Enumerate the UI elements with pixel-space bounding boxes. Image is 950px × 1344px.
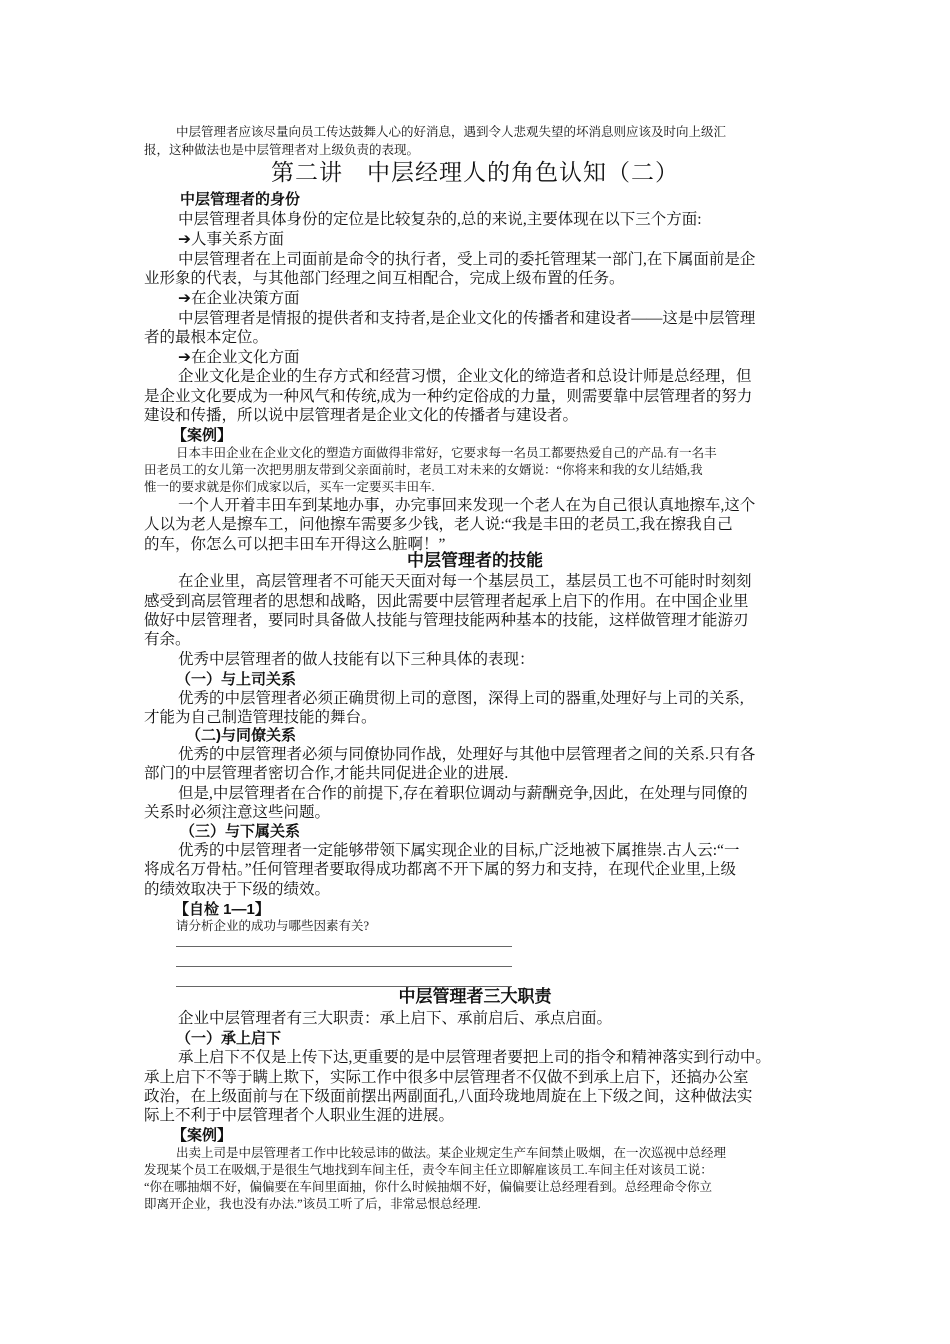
case-label: 【案例】 (172, 427, 233, 444)
selfcheck-question: 请分析企业的成功与哪些因素有关? (176, 919, 370, 933)
section-heading-identity: 中层管理者的身份 (180, 191, 301, 208)
paragraph-line: 政治，在上级面前与在下级面前摆出两副面孔,八面玲珑地周旋在上下级之间，这种做法实 (144, 1088, 753, 1105)
paragraph-line: 有余。 (144, 631, 191, 648)
paragraph-line: 将成名万骨枯。”任何管理者要取得成功都离不开下属的努力和支持，在现代企业里,上级 (144, 861, 737, 878)
case-small-line: 日本丰田企业在企业文化的塑造方面做得非常好，它要求每一名员工都要热爱自己的产品.有一名丰 (176, 446, 717, 460)
paragraph-line: 建设和传播，所以说中层管理者是企业文化的传播者与建设者。 (144, 407, 579, 424)
paragraph-line: 业形象的代表，与其他部门经理之间互相配合，完成上级布置的任务。 (144, 270, 625, 287)
aspect-label-culture: ➔在企业文化方面 (178, 349, 300, 366)
paragraph-line: 在企业里，高层管理者不可能天天面对每一个基层员工，基层员工也不可能时时刻刻 (178, 573, 752, 590)
paragraph-line: 关系时必须注意这些问题。 (144, 804, 331, 821)
paragraph-line: 但是,中层管理者在合作的前提下,存在着职位调动与薪酬竞争,因此，在处理与同僚的 (178, 785, 748, 802)
case-small-line: 田老员工的女儿第一次把男朋友带到父亲面前时，老员工对未来的女婿说：“你将来和我的女儿结婚,我 (144, 463, 703, 477)
paragraph-line: 承上启下不等于瞒上欺下，实际工作中很多中层管理者不仅做不到承上启下，还搞办公室 (144, 1069, 749, 1086)
answer-line[interactable] (176, 966, 512, 967)
paragraph-line: 际上不利于中层管理者个人职业生涯的进展。 (144, 1107, 455, 1124)
paragraph-line: 感受到高层管理者的思想和战略，因此需要中层管理者起承上启下的作用。在中国企业里 (144, 593, 749, 610)
case-small-line: 惟一的要求就是你们成家以后，买车一定要买丰田车. (144, 480, 435, 494)
paragraph-line: 者的最根本定位。 (144, 329, 269, 346)
case-small-line: 出卖上司是中层管理者工作中比较忌讳的做法。某企业规定生产车间禁止吸烟，在一次巡视中总经理 (176, 1146, 727, 1160)
paragraph-line: 是企业文化要成为一种风气和传统,成为一种约定俗成的力量，则需要靠中层管理者的努力 (144, 388, 753, 405)
paragraph-line: 优秀的中层管理者一定能够带领下属实现企业的目标,广泛地被下属推崇.古人云:“一 (178, 842, 740, 859)
case-label: 【案例】 (172, 1127, 233, 1144)
selfcheck-label: 【自检 1—1】 (174, 901, 270, 918)
subheading-peers: （二)与同僚关系 (186, 727, 296, 744)
paragraph-line: 中层管理者是情报的提供者和支持者,是企业文化的传播者和建设者——这是中层管理 (178, 310, 756, 327)
paragraph-line: 部门的中层管理者密切合作,才能共同促进企业的进展. (144, 765, 509, 782)
subheading-link: （一）承上启下 (176, 1030, 282, 1047)
paragraph-line: 做好中层管理者，要同时具备做人技能与管理技能两种基本的技能，这样做管理才能游刃 (144, 612, 749, 629)
case-small-line: 发现某个员工在吸烟,于是很生气地找到车间主任，责令车间主任立即解雇该员工.车间主任对该员工说： (144, 1163, 713, 1177)
intro-line: 报，这种做法也是中层管理者对上级负责的表现。 (144, 143, 420, 157)
subheading-superior: （一）与上司关系 (176, 671, 297, 688)
case-small-line: “你在哪抽烟不好，偏偏要在车间里面抽，你什么时候抽烟不好，偏偏要让总经理看到。总经理命令你立 (144, 1180, 713, 1194)
paragraph-line: 才能为自己制造管理技能的舞台。 (144, 709, 377, 726)
aspect-label-personnel: ➔人事关系方面 (178, 231, 284, 248)
paragraph-line: 的车，你怎么可以把丰田车开得这么脏啊！” (144, 536, 446, 553)
paragraph-line: 企业文化是企业的生存方式和经营习惯，企业文化的缔造者和总设计师是总经理，但 (178, 368, 752, 385)
paragraph-line: 人以为老人是擦车工，问他擦车需要多少钱，老人说:“我是丰田的老员工,我在擦我自己 (144, 516, 733, 533)
subheading-subordinates: （三）与下属关系 (180, 823, 301, 840)
paragraph-line: 的绩效取决于下级的绩效。 (144, 881, 331, 898)
intro-line: 中层管理者应该尽量向员工传达鼓舞人心的好消息，遇到令人悲观失望的坏消息则应该及时向上级汇 (176, 125, 727, 139)
paragraph-line: 优秀的中层管理者必须与同僚协同作战，处理好与其他中层管理者之间的关系.只有各 (178, 746, 756, 763)
paragraph-line: 优秀的中层管理者必须正确贯彻上司的意图，深得上司的器重,处理好与上司的关系, (178, 690, 744, 707)
section-heading-skills: 中层管理者的技能 (407, 551, 543, 570)
section-heading-duties: 中层管理者三大职责 (398, 987, 552, 1006)
case-small-line: 即离开企业，我也没有办法.”该员工听了后，非常忌恨总经理. (144, 1197, 481, 1211)
aspect-label-decision: ➔在企业决策方面 (178, 290, 300, 307)
paragraph-line: 中层管理者具体身份的定位是比较复杂的,总的来说,主要体现在以下三个方面: (178, 211, 702, 228)
paragraph-line: 一个人开着丰田车到某地办事，办完事回来发现一个老人在为自己很认真地擦车,这个 (178, 497, 756, 514)
lecture-title: 第二讲 中层经理人的角色认知（二） (271, 160, 679, 185)
paragraph-line: 承上启下不仅是上传下达,更重要的是中层管理者要把上司的指令和精神落实到行动中。 (178, 1049, 771, 1066)
paragraph-line: 中层管理者在上司面前是命令的执行者，受上司的委托管理某一部门,在下属面前是企 (178, 251, 756, 268)
answer-line[interactable] (176, 946, 512, 947)
paragraph-line: 优秀中层管理者的做人技能有以下三种具体的表现： (178, 651, 535, 668)
paragraph-line: 企业中层管理者有三大职责：承上启下、承前启后、承点启面。 (178, 1010, 613, 1027)
